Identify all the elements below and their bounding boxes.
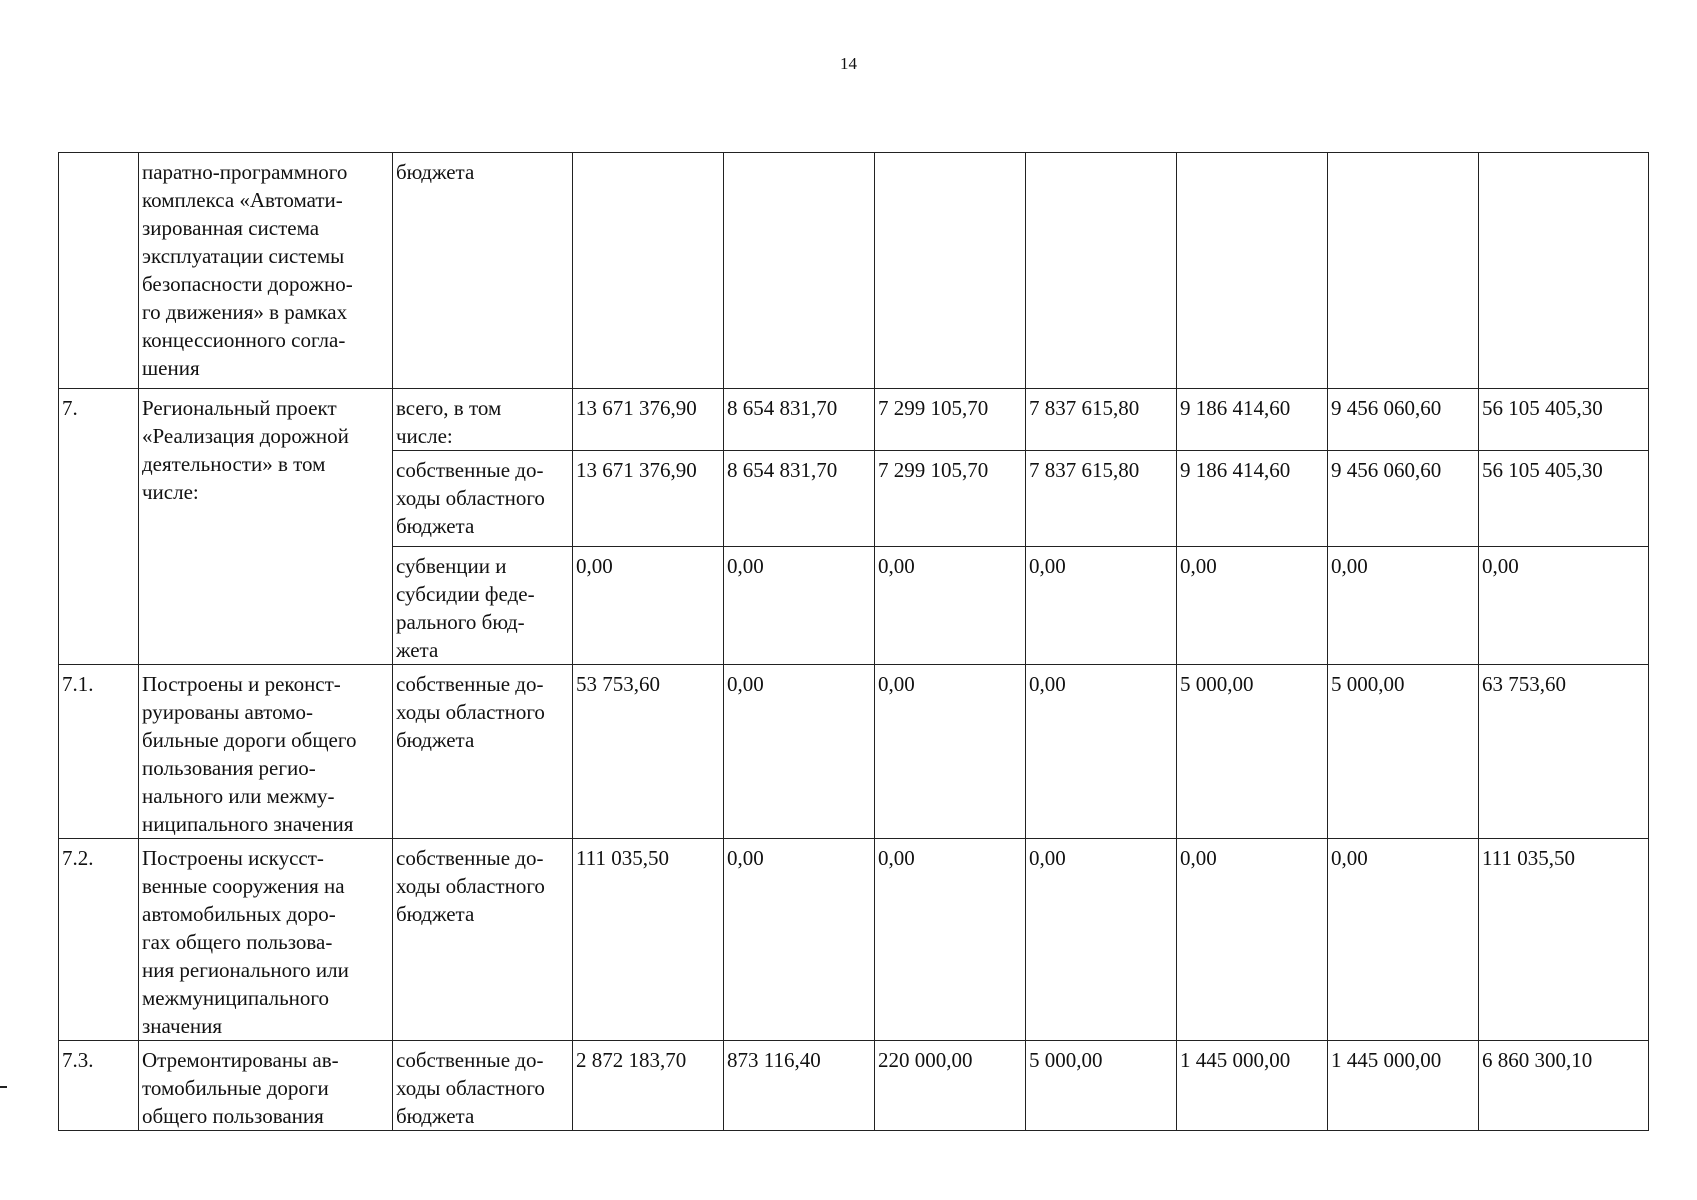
value-cell [1328, 153, 1479, 389]
funding-source: собственные до- ходы областного бюджета [393, 839, 573, 1041]
value-cell: 1 445 000,00 [1177, 1041, 1328, 1131]
value-cell: 0,00 [1177, 839, 1328, 1041]
total-cell: 63 753,60 [1479, 665, 1649, 839]
row-number: 7.2. [59, 839, 139, 1041]
table-row [59, 153, 1649, 389]
value-cell: 0,00 [573, 547, 724, 665]
value-cell: 8 654 831,70 [724, 451, 875, 547]
value-cell: 0,00 [1177, 547, 1328, 665]
value-cell: 0,00 [875, 665, 1026, 839]
funding-source: собственные до- ходы областного бюджета [393, 1041, 573, 1131]
value-cell [875, 153, 1026, 389]
table-row [59, 665, 1649, 839]
value-cell [1177, 153, 1328, 389]
value-cell: 0,00 [875, 547, 1026, 665]
value-cell: 5 000,00 [1177, 665, 1328, 839]
value-cell: 9 186 414,60 [1177, 451, 1328, 547]
funding-source: бюджета [393, 153, 573, 389]
total-cell: 56 105 405,30 [1479, 389, 1649, 451]
row-name: паратно-программного комплекса «Автомати- зированная система эксплуатации системы безопасности дорожно- го движения» в рамках концессионного согла- шения [139, 153, 393, 389]
value-cell: 7 837 615,80 [1026, 451, 1177, 547]
scan-edge-mark [0, 1086, 7, 1088]
value-cell: 111 035,50 [573, 839, 724, 1041]
row-number [59, 153, 139, 389]
total-cell [1479, 153, 1649, 389]
row-name: Региональный проект «Реализация дорожной деятельности» в том числе: [139, 389, 393, 665]
value-cell: 9 186 414,60 [1177, 389, 1328, 451]
page-number: 14 [840, 54, 857, 73]
value-cell: 7 837 615,80 [1026, 389, 1177, 451]
funding-source: собственные до- ходы областного бюджета [393, 665, 573, 839]
value-cell: 873 116,40 [724, 1041, 875, 1131]
total-cell: 56 105 405,30 [1479, 451, 1649, 547]
table-row [59, 839, 1649, 1041]
total-cell: 0,00 [1479, 547, 1649, 665]
value-cell: 7 299 105,70 [875, 389, 1026, 451]
value-cell: 9 456 060,60 [1328, 389, 1479, 451]
value-cell: 13 671 376,90 [573, 389, 724, 451]
funding-source: субвенции и субсидии феде- рального бюд- жета [393, 547, 573, 665]
value-cell: 8 654 831,70 [724, 389, 875, 451]
value-cell: 2 872 183,70 [573, 1041, 724, 1131]
value-cell: 220 000,00 [875, 1041, 1026, 1131]
row-name: Построены и реконст- руированы автомо- бильные дороги общего пользования регио- нального или межму- ниципального значения [139, 665, 393, 839]
value-cell [1026, 153, 1177, 389]
value-cell: 0,00 [1328, 547, 1479, 665]
value-cell: 0,00 [875, 839, 1026, 1041]
value-cell: 0,00 [724, 839, 875, 1041]
row-name: Отремонтированы ав- томобильные дороги общего пользования [139, 1041, 393, 1131]
row-number: 7. [59, 389, 139, 665]
row-number: 7.1. [59, 665, 139, 839]
funding-source: всего, в том числе: [393, 389, 573, 451]
value-cell: 53 753,60 [573, 665, 724, 839]
value-cell: 0,00 [1026, 665, 1177, 839]
value-cell: 0,00 [724, 665, 875, 839]
budget-table [58, 152, 1649, 1131]
value-cell: 0,00 [1026, 839, 1177, 1041]
value-cell: 1 445 000,00 [1328, 1041, 1479, 1131]
total-cell: 111 035,50 [1479, 839, 1649, 1041]
value-cell [573, 153, 724, 389]
value-cell: 7 299 105,70 [875, 451, 1026, 547]
table-row [59, 1041, 1649, 1131]
funding-source: собственные до- ходы областного бюджета [393, 451, 573, 547]
value-cell: 5 000,00 [1026, 1041, 1177, 1131]
row-name: Построены искусст- венные сооружения на автомобильных доро- гах общего пользова- ния регионального или межмуниципального значения [139, 839, 393, 1041]
value-cell: 5 000,00 [1328, 665, 1479, 839]
value-cell: 0,00 [1328, 839, 1479, 1041]
value-cell: 0,00 [724, 547, 875, 665]
total-cell: 6 860 300,10 [1479, 1041, 1649, 1131]
row-number: 7.3. [59, 1041, 139, 1131]
value-cell: 13 671 376,90 [573, 451, 724, 547]
table-row [59, 389, 1649, 451]
value-cell: 0,00 [1026, 547, 1177, 665]
value-cell: 9 456 060,60 [1328, 451, 1479, 547]
value-cell [724, 153, 875, 389]
